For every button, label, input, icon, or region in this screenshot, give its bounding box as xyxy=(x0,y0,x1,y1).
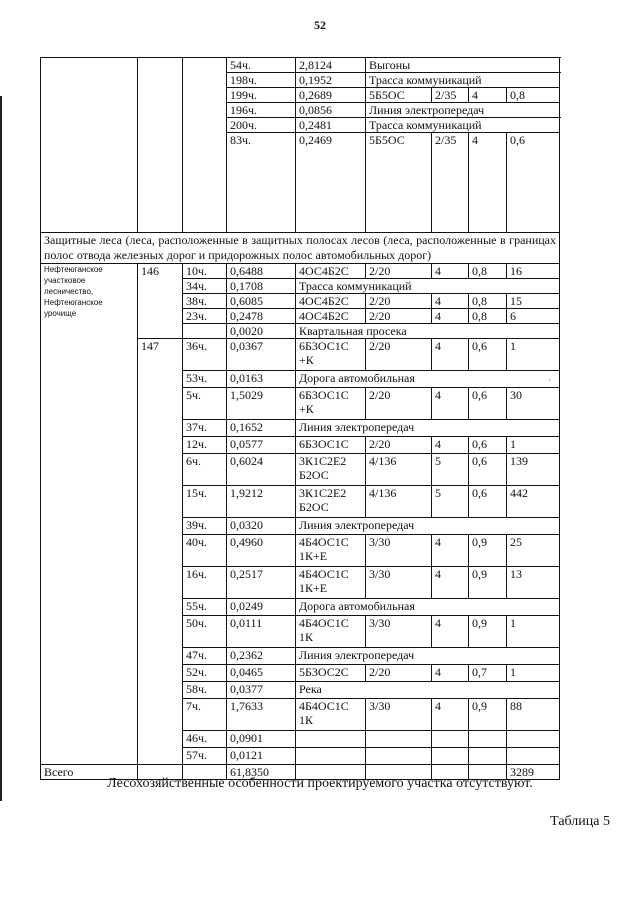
number-cell: 15ч. xyxy=(183,486,227,518)
description-cell: Линия электропередач xyxy=(366,103,560,118)
area-cell: 0,1708 xyxy=(227,279,296,294)
description-cell: Трасса коммуникаций xyxy=(366,73,560,88)
description-cell: Линия электропередач xyxy=(296,648,560,665)
bonitet-cell: 4 xyxy=(432,665,469,682)
number-cell: 40ч. xyxy=(183,535,227,567)
number-cell: 200ч. xyxy=(227,118,296,133)
table-label: Таблица 5 xyxy=(550,814,610,829)
class-cell: 2/35 xyxy=(432,133,469,233)
number-cell: 199ч. xyxy=(227,88,296,103)
area-cell: 0,2689 xyxy=(296,88,366,103)
area-cell: 0,1952 xyxy=(296,73,366,88)
composition-cell: 4ОС4Б2С xyxy=(296,309,366,324)
composition-cell: 6Б3ОС1С xyxy=(296,437,366,454)
class-cell: 3/30 xyxy=(366,616,432,648)
area-cell: 0,0901 xyxy=(227,731,296,748)
stock-cell: 16 xyxy=(507,264,560,279)
bonitet-cell: 5 xyxy=(432,454,469,486)
page-number: 52 xyxy=(314,18,326,32)
area-cell: 0,4960 xyxy=(227,535,296,567)
bonitet-cell: 4 xyxy=(432,309,469,324)
bonitet-cell: 4 xyxy=(432,567,469,599)
composition-cell: 6Б3ОС1С +К xyxy=(296,339,366,371)
section-title: Защитные леса (леса, расположенные в защитных полосах лесов (леса, расположенные в границах полос отвода железных дорог и придорожных полос автомобильных дорог) xyxy=(41,233,560,264)
number-cell: 54ч. xyxy=(227,58,296,73)
class-cell: 3/30 xyxy=(366,535,432,567)
location-cell: Нефтеюганское участковое лесничество, Нефтеюганское урочище xyxy=(41,264,138,765)
area-cell: 0,1652 xyxy=(227,420,296,437)
bonitet-cell xyxy=(432,748,469,765)
blank-cell xyxy=(183,58,227,233)
composition-cell: 4Б4ОС1С 1К xyxy=(296,616,366,648)
number-cell: 46ч. xyxy=(183,731,227,748)
density-cell: 0,6 xyxy=(469,486,507,518)
stray-mark: · xyxy=(548,376,551,385)
number-cell: 196ч. xyxy=(227,103,296,118)
density-cell: 0,8 xyxy=(469,294,507,309)
density-cell xyxy=(469,748,507,765)
number-cell: 52ч. xyxy=(183,665,227,682)
number-cell: 58ч. xyxy=(183,682,227,699)
description-cell: Линия электропередач xyxy=(296,420,560,437)
class-cell: 2/20 xyxy=(366,437,432,454)
area-cell: 0,6085 xyxy=(227,294,296,309)
composition-cell: 4Б4ОС1С 1К+Е xyxy=(296,567,366,599)
area-cell: 0,6024 xyxy=(227,454,296,486)
area-cell: 1,7633 xyxy=(227,699,296,731)
table-row xyxy=(41,264,560,279)
composition-cell: 3К1С2Е2 Б2ОС xyxy=(296,486,366,518)
number-cell: 16ч. xyxy=(183,567,227,599)
area-cell: 0,2478 xyxy=(227,309,296,324)
composition-cell xyxy=(296,748,366,765)
number-cell: 53ч. xyxy=(183,371,227,388)
number-cell: 6ч. xyxy=(183,454,227,486)
bonitet-cell: 4 xyxy=(469,88,507,103)
class-cell: 2/20 xyxy=(366,388,432,420)
description-cell: Выгоны xyxy=(366,58,560,73)
class-cell xyxy=(366,731,432,748)
density-cell: 0,9 xyxy=(469,699,507,731)
area-cell: 0,0465 xyxy=(227,665,296,682)
class-cell: 2/20 xyxy=(366,665,432,682)
number-cell: 23ч. xyxy=(183,309,227,324)
composition-cell: 5Б3ОС2С xyxy=(296,665,366,682)
note-text: Лесохозяйственные особенности проектируемого участка отсутствуют. xyxy=(107,776,533,791)
number-cell: 34ч. xyxy=(183,279,227,294)
number-cell: 198ч. xyxy=(227,73,296,88)
bonitet-cell: 4 xyxy=(432,388,469,420)
bonitet-cell: 5 xyxy=(432,486,469,518)
description-cell: Трасса коммуникаций xyxy=(366,118,560,133)
stock-cell: 139 xyxy=(507,454,560,486)
total-area: 61,8350 xyxy=(227,765,296,780)
density-cell: 0,6 xyxy=(469,454,507,486)
area-cell: 1,5029 xyxy=(227,388,296,420)
density-cell: 0,9 xyxy=(469,535,507,567)
class-cell: 4/136 xyxy=(366,486,432,518)
density-cell: 0,6 xyxy=(469,437,507,454)
stock-cell: 1 xyxy=(507,665,560,682)
composition-cell: 4Б4ОС1С 1К+Е xyxy=(296,535,366,567)
quarter-cell: 147 xyxy=(138,339,183,765)
composition-cell: 3К1С2Е2 Б2ОС xyxy=(296,454,366,486)
binding-edge xyxy=(0,96,2,801)
area-cell: 0,2517 xyxy=(227,567,296,599)
number-cell: 83ч. xyxy=(227,133,296,233)
composition-cell: 4Б4ОС1С 1К xyxy=(296,699,366,731)
number-cell: 39ч. xyxy=(183,518,227,535)
stock-cell: 13 xyxy=(507,567,560,599)
composition-cell: 5Б5ОС xyxy=(366,133,432,233)
blank-cell xyxy=(41,58,138,233)
description-cell: Река xyxy=(296,682,560,699)
stock-cell xyxy=(507,731,560,748)
stock-cell: 6 xyxy=(507,309,560,324)
class-cell xyxy=(366,748,432,765)
number-cell: 5ч. xyxy=(183,388,227,420)
bonitet-cell: 4 xyxy=(432,535,469,567)
bonitet-cell: 4 xyxy=(469,133,507,233)
bonitet-cell: 4 xyxy=(432,616,469,648)
density-cell xyxy=(469,731,507,748)
bonitet-cell: 4 xyxy=(432,339,469,371)
area-cell: 0,0377 xyxy=(227,682,296,699)
area-cell: 0,2362 xyxy=(227,648,296,665)
composition-cell: 5Б5ОС xyxy=(366,88,432,103)
number-cell xyxy=(183,324,227,339)
quarter-cell: 146 xyxy=(138,264,183,339)
bonitet-cell: 4 xyxy=(432,699,469,731)
number-cell: 12ч. xyxy=(183,437,227,454)
stock-cell xyxy=(507,748,560,765)
number-cell: 55ч. xyxy=(183,599,227,616)
section-row xyxy=(41,233,560,264)
number-cell: 50ч. xyxy=(183,616,227,648)
number-cell: 47ч. xyxy=(183,648,227,665)
bonitet-cell: 4 xyxy=(432,437,469,454)
number-cell: 38ч. xyxy=(183,294,227,309)
composition-cell: 4ОС4Б2С xyxy=(296,264,366,279)
number-cell: 10ч. xyxy=(183,264,227,279)
density-cell: 0,9 xyxy=(469,616,507,648)
area-cell: 0,0249 xyxy=(227,599,296,616)
class-cell: 3/30 xyxy=(366,567,432,599)
composition-cell: 6Б3ОС1С +К xyxy=(296,388,366,420)
composition-cell xyxy=(296,731,366,748)
bonitet-cell: 4 xyxy=(432,264,469,279)
stock-cell: 1 xyxy=(507,616,560,648)
forest-table xyxy=(40,57,560,780)
number-cell: 7ч. xyxy=(183,699,227,731)
stock-cell: 88 xyxy=(507,699,560,731)
table-row xyxy=(41,58,560,73)
class-cell: 2/20 xyxy=(366,309,432,324)
description-cell: Линия электропередач xyxy=(296,518,560,535)
stock-cell: 1 xyxy=(507,339,560,371)
area-cell: 0,0121 xyxy=(227,748,296,765)
bonitet-cell: 4 xyxy=(432,294,469,309)
area-cell: 0,2469 xyxy=(296,133,366,233)
description-cell: Дорога автомобильная xyxy=(296,371,560,388)
density-cell: 0,7 xyxy=(469,665,507,682)
density-cell: 0,8 xyxy=(507,88,560,103)
description-cell: Трасса коммуникаций xyxy=(296,279,560,294)
class-cell: 4/136 xyxy=(366,454,432,486)
area-cell: 1,9212 xyxy=(227,486,296,518)
area-cell: 0,2481 xyxy=(296,118,366,133)
stock-cell: 25 xyxy=(507,535,560,567)
density-cell: 0,6 xyxy=(469,388,507,420)
stock-cell: 30 xyxy=(507,388,560,420)
bonitet-cell xyxy=(432,731,469,748)
class-cell: 3/30 xyxy=(366,699,432,731)
density-cell: 0,9 xyxy=(469,567,507,599)
area-cell: 2,8124 xyxy=(296,58,366,73)
density-cell: 0,6 xyxy=(469,339,507,371)
class-cell: 2/20 xyxy=(366,339,432,371)
area-cell: 0,0163 xyxy=(227,371,296,388)
density-cell: 0,8 xyxy=(469,264,507,279)
area-cell: 0,0577 xyxy=(227,437,296,454)
area-cell: 0,0111 xyxy=(227,616,296,648)
area-cell: 0,0856 xyxy=(296,103,366,118)
number-cell: 57ч. xyxy=(183,748,227,765)
class-cell: 2/20 xyxy=(366,264,432,279)
number-cell: 36ч. xyxy=(183,339,227,371)
density-cell: 0,6 xyxy=(507,133,560,233)
stock-cell: 442 xyxy=(507,486,560,518)
total-label: Всего xyxy=(41,765,138,780)
class-cell: 2/35 xyxy=(432,88,469,103)
area-cell: 0,0367 xyxy=(227,339,296,371)
density-cell: 0,8 xyxy=(469,309,507,324)
class-cell: 2/20 xyxy=(366,294,432,309)
description-cell: Квартальная просека xyxy=(296,324,560,339)
total-volume: 3289 xyxy=(507,765,560,780)
description-cell: Дорога автомобильная xyxy=(296,599,560,616)
area-cell: 0,0020 xyxy=(227,324,296,339)
stock-cell: 15 xyxy=(507,294,560,309)
area-cell: 0,6488 xyxy=(227,264,296,279)
composition-cell: 4ОС4Б2С xyxy=(296,294,366,309)
number-cell: 37ч. xyxy=(183,420,227,437)
area-cell: 0,0320 xyxy=(227,518,296,535)
blank-cell xyxy=(138,58,183,233)
stock-cell: 1 xyxy=(507,437,560,454)
